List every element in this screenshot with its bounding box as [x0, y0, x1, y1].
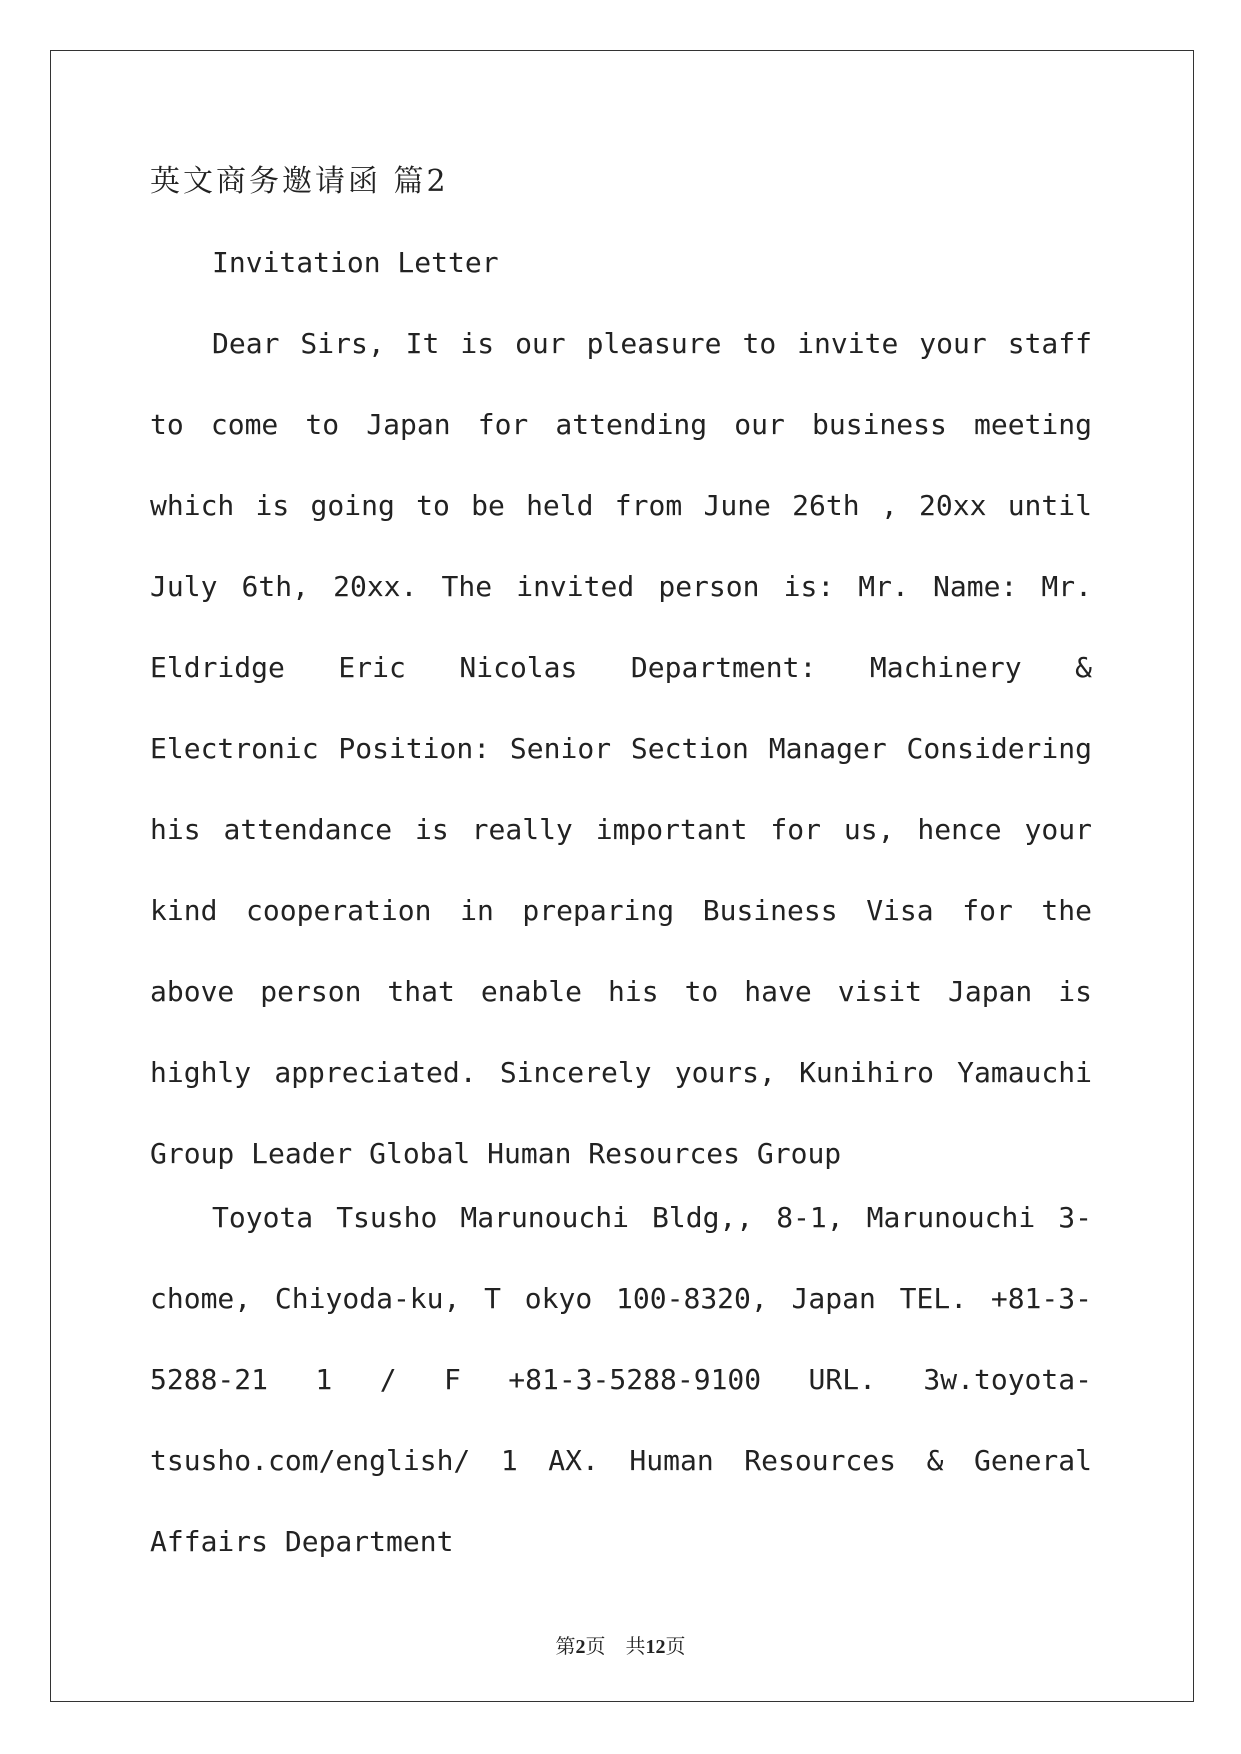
- footer-suffix: 页: [665, 1634, 686, 1658]
- letter-address: Toyota Tsusho Marunouchi Bldg,, 8-1, Marunouchi 3-chome, Chiyoda-ku, T okyo 100-8320, Japan TEL. +81-3-5288-21 1 / F +81-3-5288-9100 URL. 3w.toyota-tsusho.com/english/ 1 AX. Human Resources & General Affairs Department: [150, 1201, 1092, 1558]
- page-footer: [0, 1630, 1241, 1659]
- letter-title: Invitation Letter: [212, 246, 499, 279]
- footer-middle: 页 共: [585, 1634, 646, 1658]
- document-body: [150, 158, 1092, 1615]
- document-heading: 英文商务邀请函 篇2: [150, 164, 449, 199]
- letter-body: Dear Sirs, It is our pleasure to invite your staff to come to Japan for attending our business meeting which is going to be held from June 26th , 20xx until July 6th, 20xx. The invited person is: Mr. Name: Mr. Eldridge Eric Nicolas Department: Machinery & Electronic Position: Senior Section Manager Considering his attendance is really important for us, hence your kind cooperation in preparing Business Visa for the above person that enable his to have visit Japan is highly appreciated. Sincerely yours, Kunihiro Yamauchi Group Leader Global Human Resources Group: [150, 327, 1092, 1170]
- footer-current-page: 2: [575, 1636, 586, 1658]
- footer-total-pages: 12: [645, 1636, 666, 1658]
- footer-prefix: 第: [555, 1634, 576, 1658]
